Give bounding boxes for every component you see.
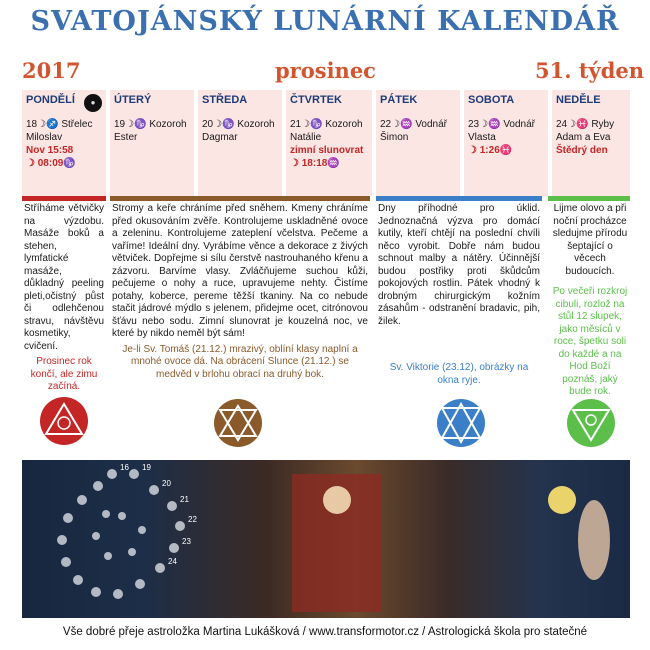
- fire-element-icon: [39, 396, 89, 446]
- day-names: Miloslav: [26, 132, 63, 143]
- day-name: PONDĚLÍ: [26, 94, 75, 106]
- day-extra: zimní slunovrat: [290, 145, 364, 156]
- day-extra: Nov 15:58: [26, 145, 74, 156]
- day-date: 24☽♓ Ryby: [556, 119, 615, 130]
- day-date: 20☽♑ Kozoroh: [202, 119, 275, 130]
- moon-phase-label: 19: [142, 463, 151, 472]
- water-column: [551, 203, 629, 399]
- moon-phase-label: 21: [180, 495, 189, 504]
- day-name: STŘEDA: [202, 94, 248, 106]
- moon-phase-label: 20: [162, 479, 171, 488]
- fire-text: Stříháme větvičky na výzdobu. Masáže boků a stehen, lymfatické masáže, důkladný peeling pleti,očistný půst či odlehčenou stravu, návštěvu kosmetiky, cvičení.: [24, 203, 104, 352]
- earth-note: Je-li Sv. Tomáš (21.12.) mrazivý, oblíní klasy naplní a mnohé ovoce dá. Na obrácení Slunce (21.12.) se medvěd v brlohu obrací na druhý bok.: [122, 343, 358, 380]
- day-name: NEDĚLE: [556, 94, 601, 106]
- air-element-icon: [436, 398, 486, 448]
- day-saturday: [464, 90, 548, 196]
- day-name: ČTVRTEK: [290, 94, 342, 106]
- air-column: [378, 203, 540, 387]
- day-sunday: [552, 90, 630, 196]
- air-text: Dny příhodné pro úklid. Jednoznačná výzva pro domácí kutily, kteří chtějí na poslední chvíli něco vyrobit. Dobře nám budou schnout malby a nátěry. Účinnější budou postřiky proti škůdcům pokojových rostlin. Pátek vhodný k drobným chirurgickým kožním zásahům - odstranění bradavic, pih, žilek.: [378, 203, 540, 327]
- week-label: 51. týden: [535, 58, 645, 83]
- moon-phases-photo-band: [22, 460, 630, 618]
- day-names: Šimon: [380, 132, 409, 143]
- day-date: 18☽♐ Střelec: [26, 119, 93, 130]
- day-names: Dagmar: [202, 132, 238, 143]
- earth-column: [112, 203, 368, 381]
- day-date: 21☽♑ Kozoroh: [290, 119, 363, 130]
- new-moon-icon: ●: [84, 94, 102, 112]
- day-wednesday: [198, 90, 282, 196]
- earth-element-icon: [213, 398, 263, 448]
- day-monday: [22, 90, 106, 196]
- day-moon: ☽ 1:26♓: [468, 145, 513, 156]
- day-names: Natálie: [290, 132, 322, 143]
- day-date: 23☽♒ Vodnář: [468, 119, 536, 130]
- month-label: prosinec: [275, 58, 376, 83]
- water-text: Lijme olovo a při noční procházce sledujme přírodu šeptající o věcech budoucích.: [552, 203, 628, 277]
- moon-phase-label: 24: [168, 557, 177, 566]
- day-name: SOBOTA: [468, 94, 515, 106]
- water-element-icon: [566, 398, 616, 448]
- moon-phase-label: 22: [188, 515, 197, 524]
- earth-text: Stromy a keře chráníme před sněhem. Kmeny chráníme před okusováním zvěře. Kontrolujeme uskladněné ovoce a zeleninu. Kontrolujeme zateplení včelstva. Pečeme a vaříme! Ideální dny. Vyrábíme věnce a dekorace z živých větviček. Dopřejme si sílu čerstvě nastrouhaného křenu a zázvoru. Barvíme vlasy. Zvláčňujeme suchou kůži, pečujeme o nohy a ruce, upravujeme nehty. Čistíme potahy, koberce, pereme těžší tkaniny. Na co nebude stačit jádrové mýdlo s jelenem, přidejme ocet, citrónovou šťávu nebo sodu. Zimní slunovrat je kouzelná noc, ve které by nikdo neměl být sám!: [112, 203, 368, 339]
- moon-phase-label: 23: [182, 537, 191, 546]
- year-label: 2017: [22, 58, 81, 83]
- fire-element-bar: [22, 196, 106, 201]
- day-names: Ester: [114, 132, 138, 143]
- day-date: 22☽♒ Vodnář: [380, 119, 448, 130]
- day-friday: [376, 90, 460, 196]
- water-element-bar: [548, 196, 630, 201]
- day-moon: ☽ 08:09♑: [26, 158, 76, 169]
- day-thursday: [286, 90, 372, 196]
- day-name: ÚTERÝ: [114, 94, 152, 106]
- air-note: Sv. Viktorie (23.12), obrázky na okna ryje.: [389, 362, 529, 386]
- calendar-title: SVATOJÁNSKÝ LUNÁRNÍ KALENDÁŘ: [30, 6, 620, 37]
- day-names: Adam a Eva: [556, 132, 611, 143]
- earth-element-bar: [110, 196, 370, 201]
- air-element-bar: [376, 196, 542, 201]
- day-extra: Štědrý den: [556, 145, 608, 156]
- footer-credits: Vše dobré přeje astroložka Martina Lukášková / www.transformotor.cz / Astrologická škola pro statečné: [62, 626, 588, 638]
- day-header-row: [22, 90, 630, 196]
- day-names: Vlasta: [468, 132, 496, 143]
- day-name: PÁTEK: [380, 94, 418, 106]
- fire-note: Prosinec rok končí, ale zimu začíná.: [30, 356, 98, 392]
- day-tuesday: [110, 90, 194, 196]
- moon-phase-label: 16: [120, 463, 129, 472]
- fire-column: [24, 203, 104, 394]
- water-note: Po večeři rozkroj cibuli, rozlož na stůl 12 slupek, jako měsíců v roce, špetku soli do každé a na Hod Boží poznáš, jaký bude rok.: [552, 286, 628, 397]
- moon-phase-diagram: [22, 460, 630, 618]
- day-moon: ☽ 18:18♒: [290, 158, 340, 169]
- day-date: 19☽♑ Kozoroh: [114, 119, 187, 130]
